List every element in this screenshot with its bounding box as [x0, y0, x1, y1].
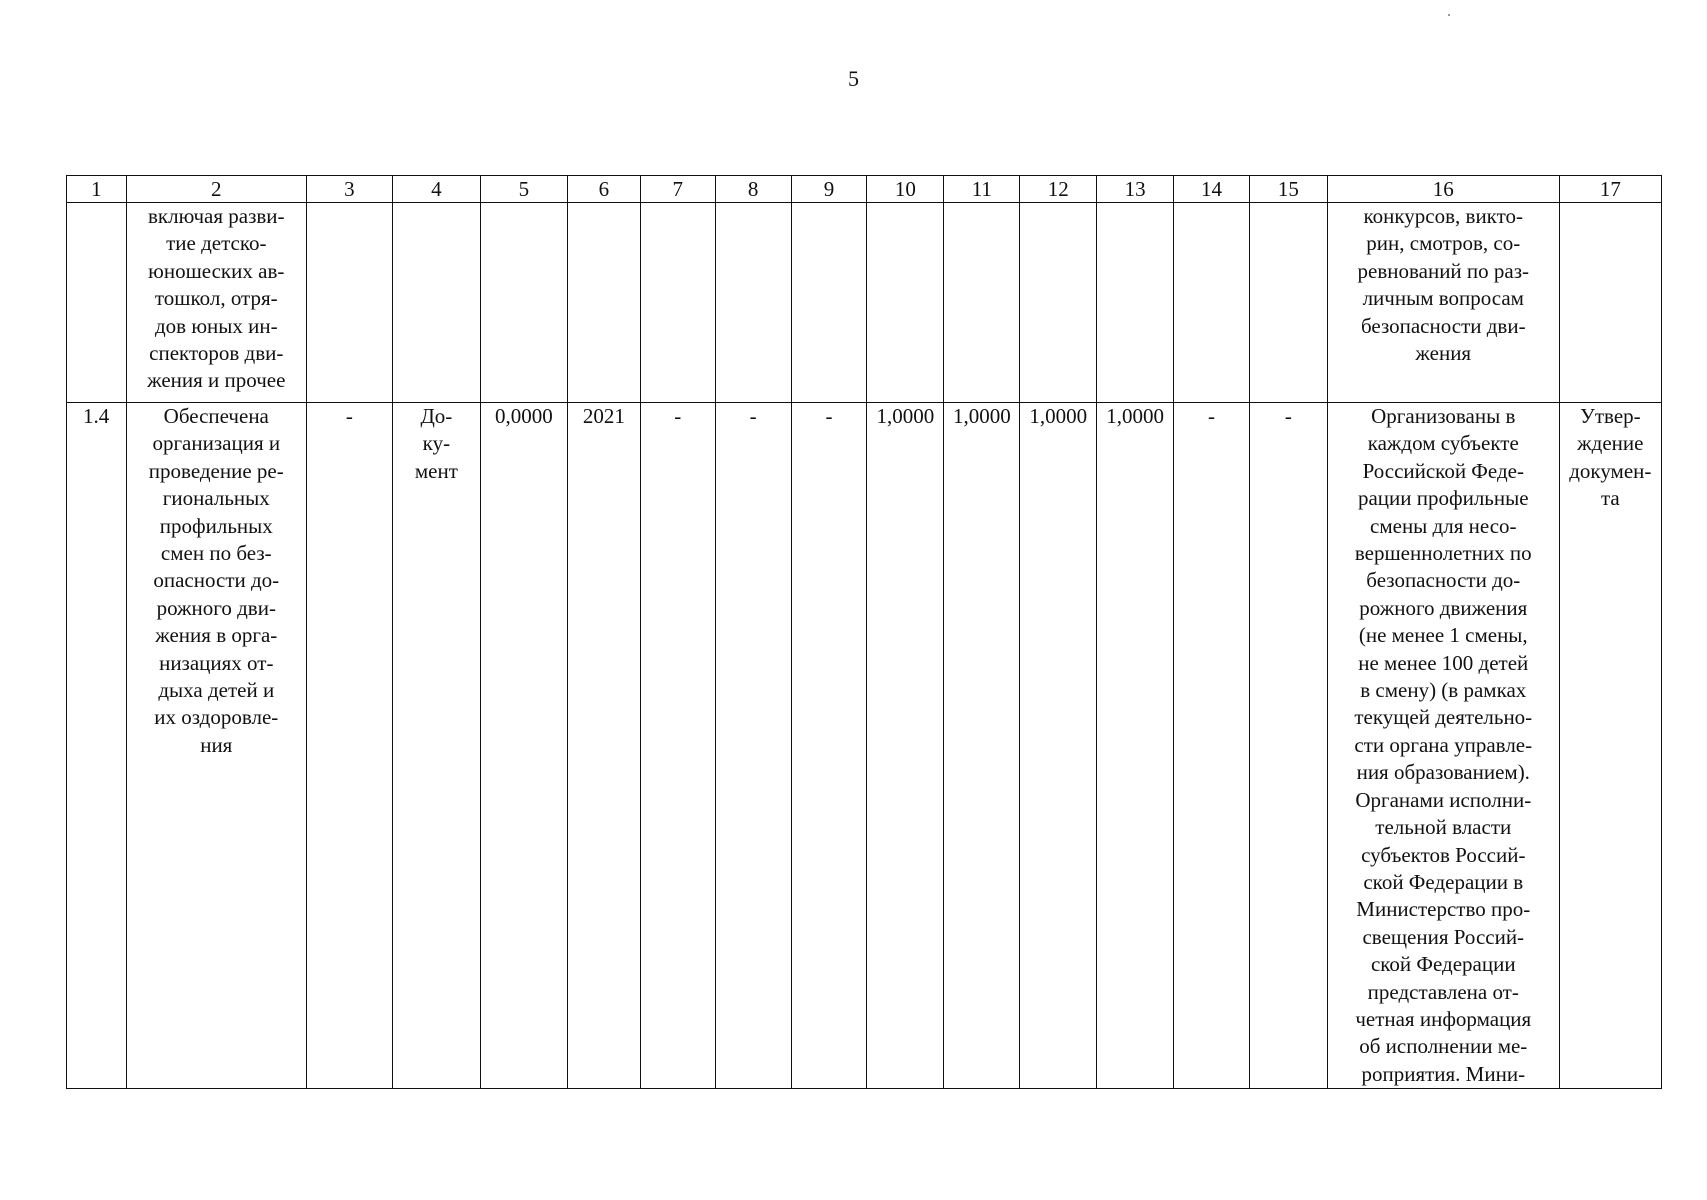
table-cell [306, 203, 392, 403]
scan-speck [1448, 14, 1450, 16]
column-header: 11 [944, 176, 1020, 203]
column-header: 5 [480, 176, 567, 203]
column-header: 17 [1559, 176, 1661, 203]
table-cell [1174, 203, 1250, 403]
column-header: 16 [1327, 176, 1559, 203]
table-cell [67, 203, 127, 403]
table-cell-col12: 1,0000 [1020, 403, 1097, 1089]
table-cell [480, 203, 567, 403]
table-cell-col11: 1,0000 [944, 403, 1020, 1089]
column-header: 14 [1174, 176, 1250, 203]
table-cell [791, 203, 867, 403]
table-cell [944, 203, 1020, 403]
continuation-row [67, 203, 1662, 403]
column-header: 10 [867, 176, 944, 203]
base-year: 2021 [567, 403, 640, 1089]
column-header: 2 [126, 176, 306, 203]
table-cell-col7: - [640, 403, 715, 1089]
base-value: 0,0000 [480, 403, 567, 1089]
table-cell [1097, 203, 1174, 403]
table-cell [867, 203, 944, 403]
table-cell [567, 203, 640, 403]
column-header: 12 [1020, 176, 1097, 203]
table-cell-col8: - [715, 403, 791, 1089]
table-cell [640, 203, 715, 403]
column-header: 4 [392, 176, 480, 203]
table-cell-col10: 1,0000 [867, 403, 944, 1089]
result-description: Организованы в каждом субъекте Российской Феде- рации профильные смены для несо- вершеннолетних по безопасности до- рожного движения (не менее 1 смены, не менее 100 детей в смену) (в рамках текущей деятельно- сти органа управле- ния образованием). Органами исполни- тельной власти субъектов Россий- ской Федерации в Министерство про- свещения Россий- ской Федерации представлена от- четная информация об исполнении ме- роприятия. Мини- [1327, 403, 1559, 1089]
table-cell [1249, 203, 1327, 403]
table-cell [392, 203, 480, 403]
column-header: 6 [567, 176, 640, 203]
column-header: 1 [67, 176, 127, 203]
table-cell [1559, 203, 1661, 403]
table-cell [715, 203, 791, 403]
continuation-description: включая разви- тие детско- юношеских ав- тошкол, отря- дов юных ин- спекторов дви- жения и прочее [126, 203, 306, 403]
table-cell-col9: - [791, 403, 867, 1089]
measures-table [66, 175, 1662, 1089]
table-row-1-4 [67, 403, 1662, 1089]
continuation-result: конкурсов, викто- рин, смотров, со- ревнований по раз- личным вопросам безопасности дви- жения [1327, 203, 1559, 403]
column-number-row [67, 176, 1662, 203]
table-cell [1020, 203, 1097, 403]
row-number: 1.4 [67, 403, 127, 1089]
control-point: Утвер- ждение докумен- та [1559, 403, 1661, 1089]
column-header: 15 [1249, 176, 1327, 203]
page-number: 5 [848, 66, 859, 91]
table-cell-col13: 1,0000 [1097, 403, 1174, 1089]
unit-of-measure: До- ку- мент [392, 403, 480, 1089]
table-cell-col14: - [1174, 403, 1250, 1089]
column-header: 9 [791, 176, 867, 203]
column-header: 13 [1097, 176, 1174, 203]
table-cell-col15: - [1249, 403, 1327, 1089]
column-header: 3 [306, 176, 392, 203]
column-header: 8 [715, 176, 791, 203]
column-header: 7 [640, 176, 715, 203]
measure-description: Обеспечена организация и проведение ре- гиональных профильных смен по без- опасности до- рожного дви- жения в орга- низациях от- дыха детей и их оздоровле- ния [126, 403, 306, 1089]
table-cell-col3: - [306, 403, 392, 1089]
